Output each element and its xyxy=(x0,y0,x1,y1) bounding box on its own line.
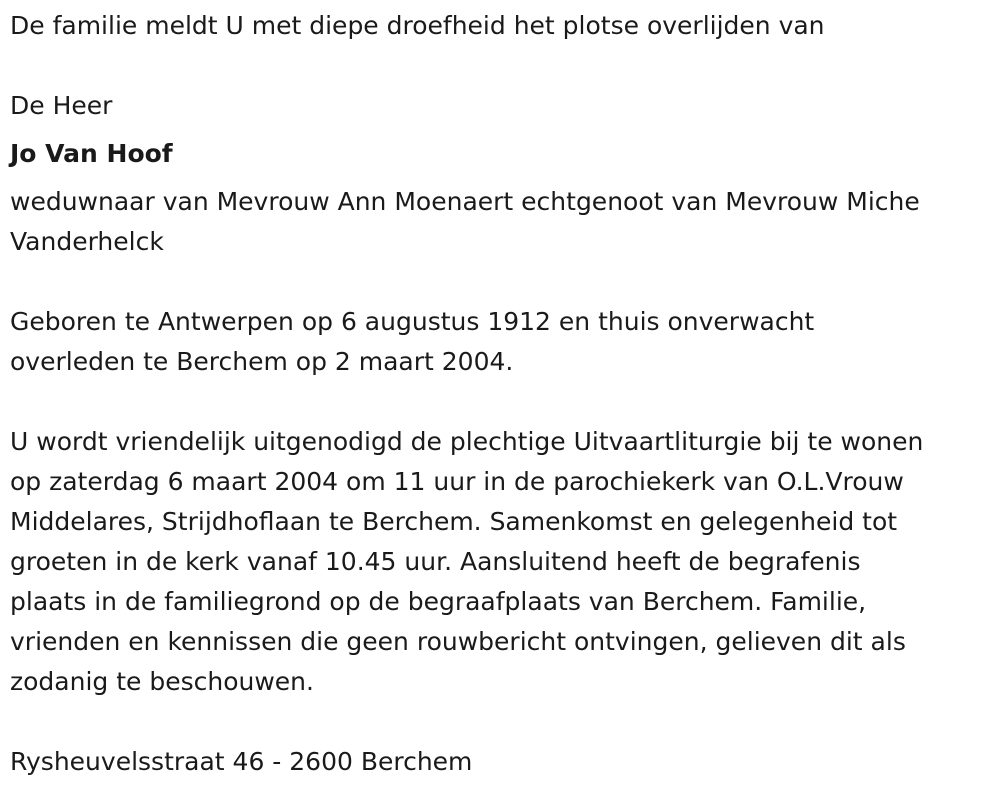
deceased-name: Jo Van Hoof xyxy=(10,139,173,168)
relation-line-1: weduwnaar van Mevrouw Ann Moenaert echtgenoot van Mevrouw Miche xyxy=(10,187,920,216)
funeral-line-2: op zaterdag 6 maart 2004 om 11 uur in de parochiekerk van O.L.Vrouw xyxy=(10,467,904,496)
funeral-line-7: zodanig te beschouwen. xyxy=(10,667,314,696)
funeral-line-3: Middelares, Strijdhoflaan te Berchem. Samenkomst en gelegenheid tot xyxy=(10,507,898,536)
funeral-line-4: groeten in de kerk vanaf 10.45 uur. Aansluitend heeft de begrafenis xyxy=(10,547,861,576)
birth-death-line-2: overleden te Berchem op 2 maart 2004. xyxy=(10,347,514,376)
funeral-line-6: vrienden en kennissen die geen rouwbericht ontvingen, gelieven dit als xyxy=(10,627,906,656)
intro-text: De familie meldt U met diepe droefheid het plotse overlijden van xyxy=(10,11,825,40)
funeral-line-1: U wordt vriendelijk uitgenodigd de plechtige Uitvaartliturgie bij te wonen xyxy=(10,427,924,456)
address: Rysheuvelsstraat 46 - 2600 Berchem xyxy=(10,747,473,776)
title-prefix: De Heer xyxy=(10,91,113,120)
birth-death-line-1: Geboren te Antwerpen op 6 augustus 1912 en thuis onverwacht xyxy=(10,307,815,336)
relation-line-2: Vanderhelck xyxy=(10,227,164,256)
funeral-line-5: plaats in de familiegrond op de begraafplaats van Berchem. Familie, xyxy=(10,587,867,616)
